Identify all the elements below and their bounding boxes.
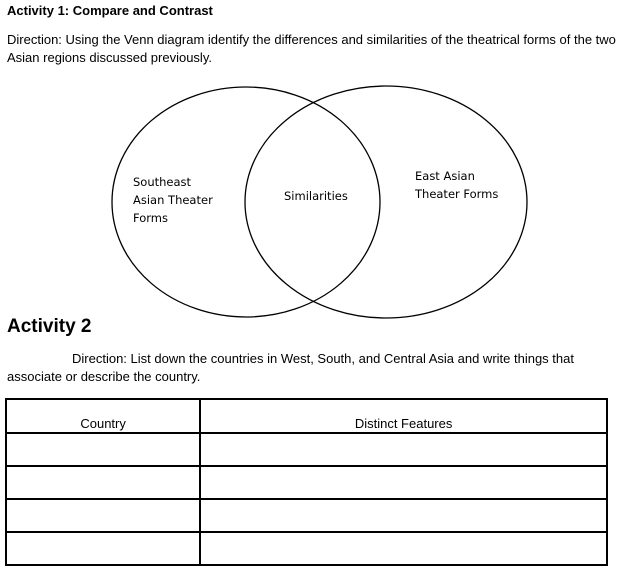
country-cell[interactable] xyxy=(6,433,200,466)
venn-left-label-line3: Forms xyxy=(133,211,168,225)
activity2-direction xyxy=(7,350,627,386)
table-header-row xyxy=(6,399,607,433)
venn-left-label-line2: Asian Theater xyxy=(133,193,213,207)
table-row xyxy=(6,532,607,565)
table-row xyxy=(6,433,607,466)
activity1-title: Activity 1: Compare and Contrast xyxy=(7,3,213,18)
activity2-direction-text: Direction: List down the countries in West, South, and Central Asia and write things that associate or describe the country. xyxy=(7,351,574,384)
country-cell[interactable] xyxy=(6,466,200,499)
venn-center-label: Similarities xyxy=(284,189,348,203)
venn-left-label-line1: Southeast xyxy=(133,175,192,189)
venn-diagram xyxy=(0,80,631,320)
features-cell[interactable] xyxy=(200,433,607,466)
activity2-title: Activity 2 xyxy=(7,316,92,337)
activity1-direction: Direction: Using the Venn diagram identify the differences and similarities of the theatrical forms of the two Asian regions discussed previously. xyxy=(7,32,616,65)
features-cell[interactable] xyxy=(200,532,607,565)
header-country: Country xyxy=(6,399,200,433)
country-cell[interactable] xyxy=(6,532,200,565)
features-cell[interactable] xyxy=(200,499,607,532)
table-row xyxy=(6,466,607,499)
venn-right-label-line2: Theater Forms xyxy=(415,187,499,201)
venn-right-label-line1: East Asian xyxy=(415,169,475,183)
table-row xyxy=(6,499,607,532)
country-cell[interactable] xyxy=(6,499,200,532)
features-table xyxy=(5,398,608,566)
header-distinct-features: Distinct Features xyxy=(200,399,607,433)
features-cell[interactable] xyxy=(200,466,607,499)
